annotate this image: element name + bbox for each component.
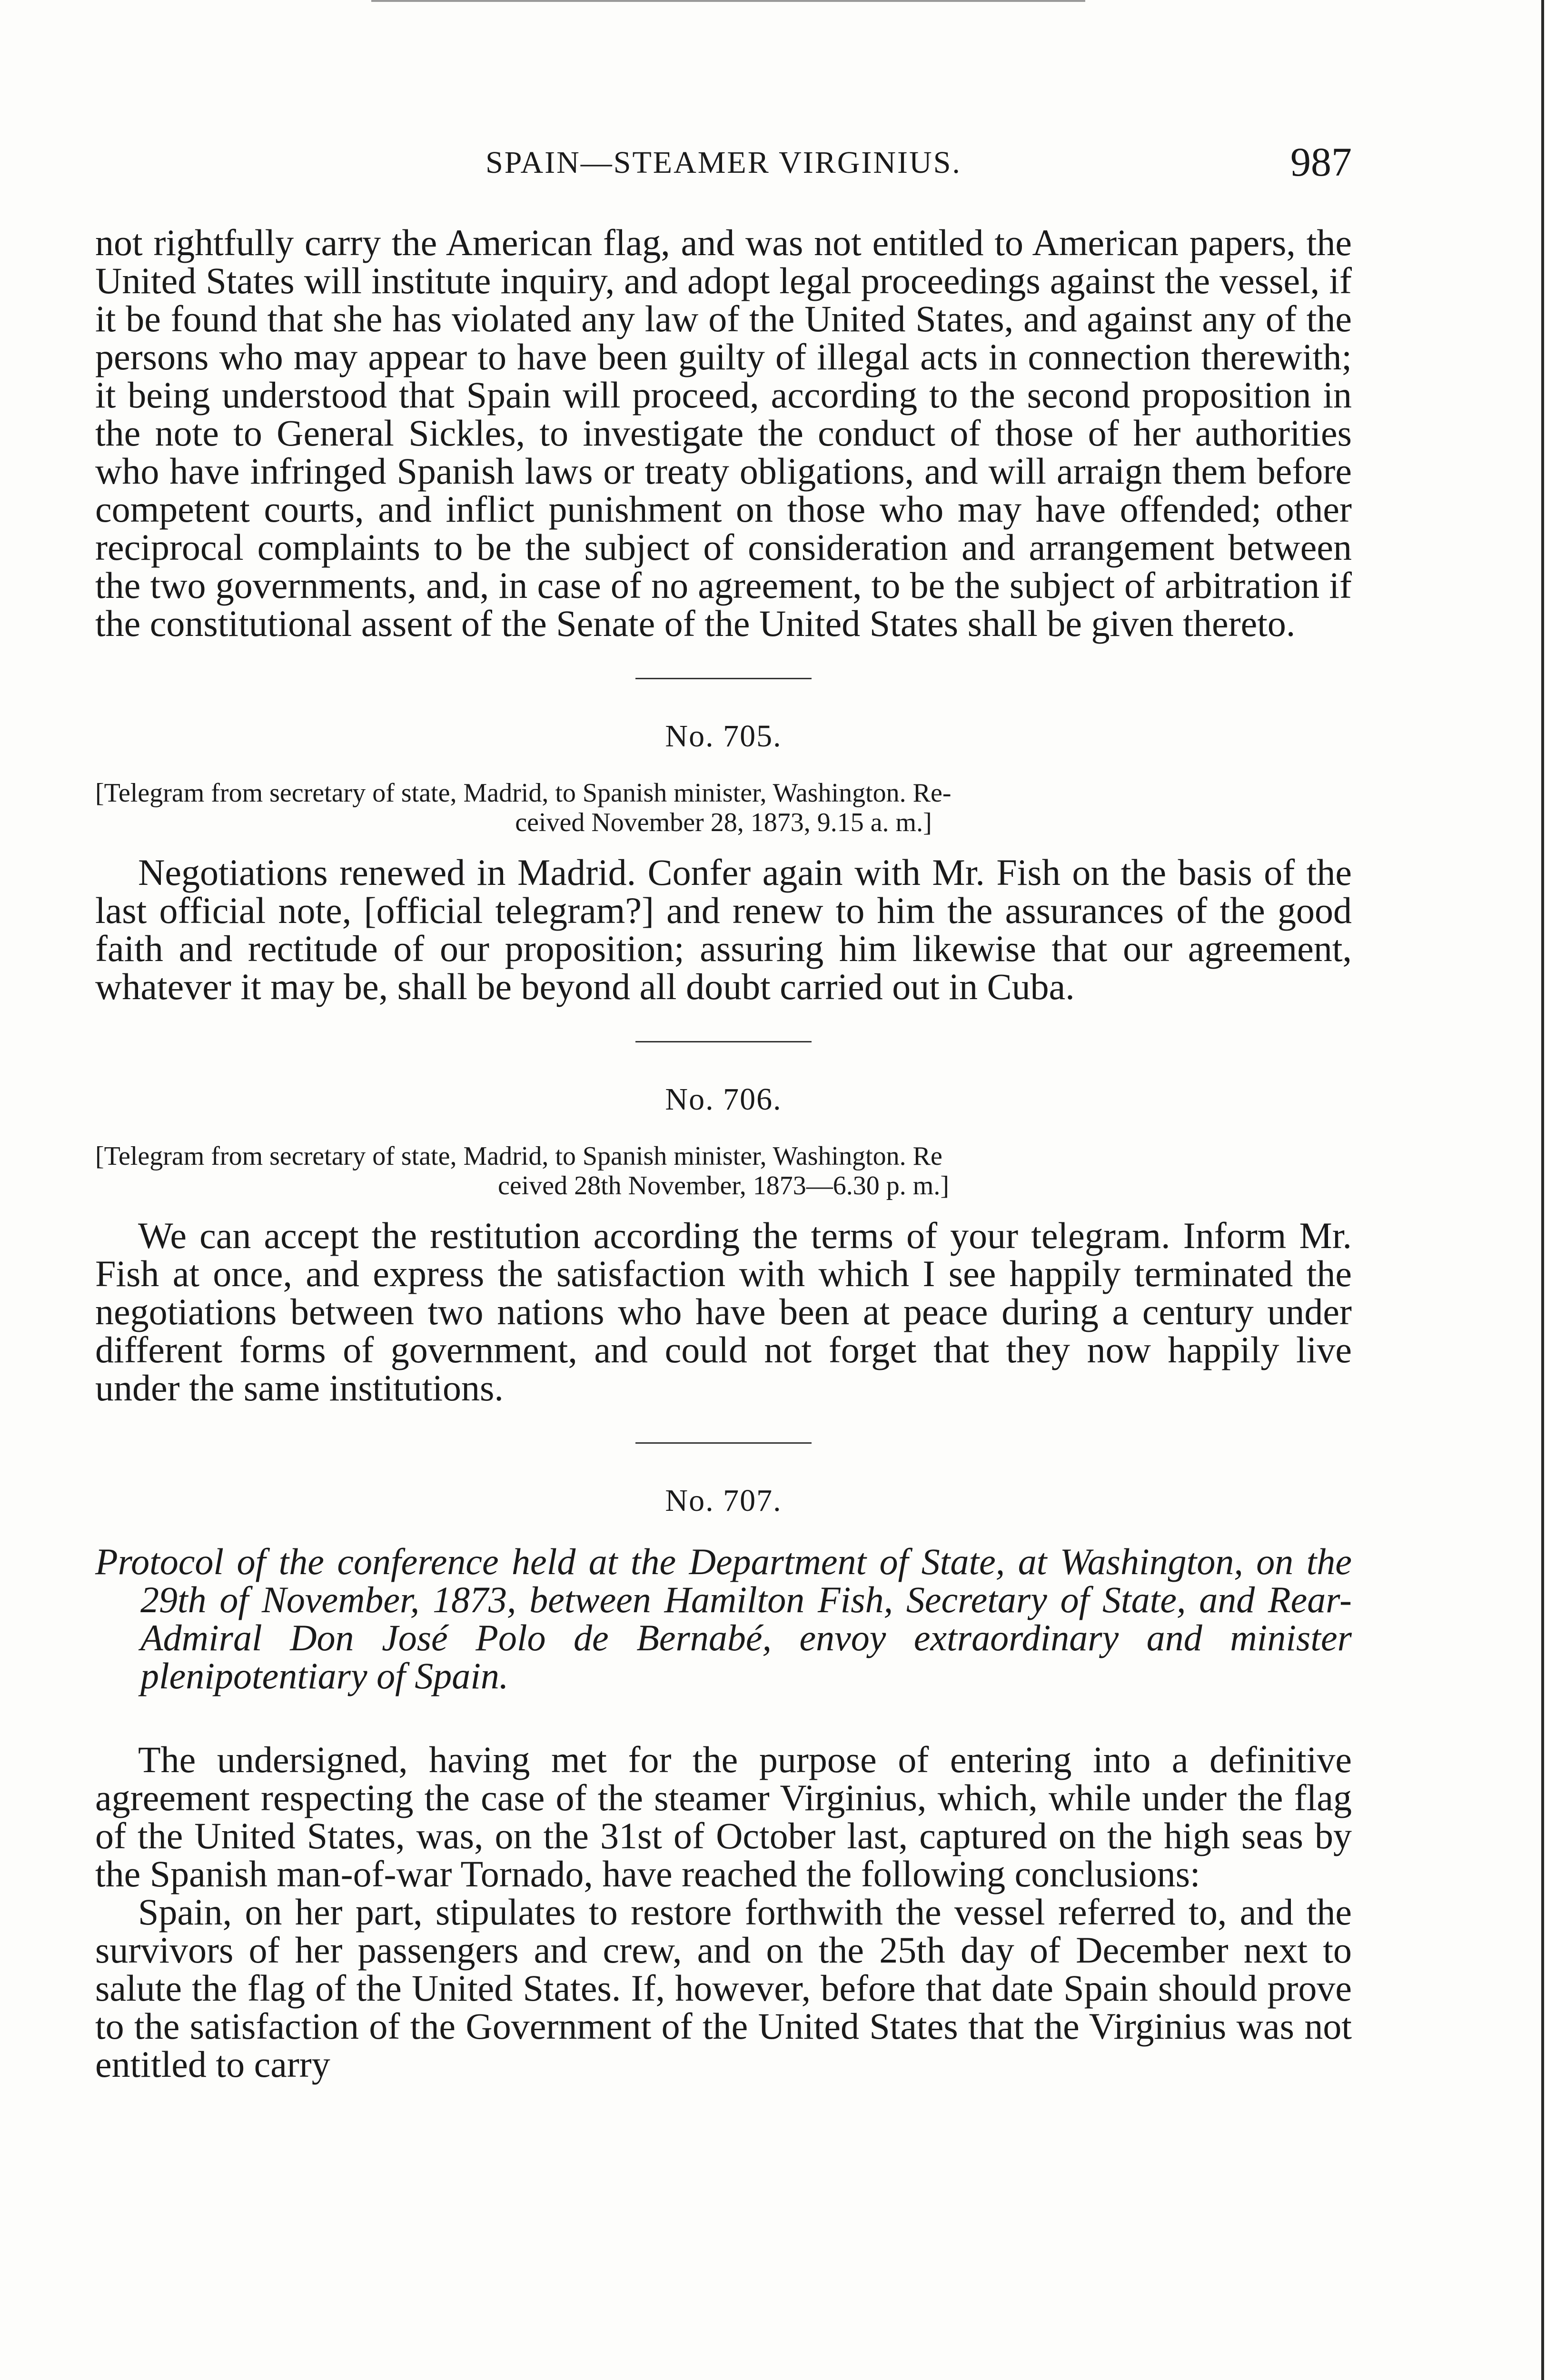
protocol-title: Protocol of the conference held at the Department of State, at Washington, on the 29th of November, 1873, between Hamilton Fish, Secretary of State, and Rear-Admiral Don José Polo de Bernabé, envoy extraordinary and minister plenipotentiary of Spain.: [95, 1541, 1352, 1696]
running-head: [95, 138, 1352, 186]
top-edge-rule: [371, 0, 1085, 2]
telegram-body: We can accept the restitution according the terms of your telegram. Inform Mr. Fish at once, and express the satisfaction with which I see happily terminated the negotiations between two nations who have been at peace during a century under different forms of government, and could not forget that they now happily live under the same institutions.: [95, 1215, 1352, 1408]
telegram-note-line: [Telegram from secretary of state, Madrid, to Spanish minister, Washington. Re: [95, 1141, 942, 1171]
document-number: No. 707.: [665, 1483, 782, 1518]
page-number: 987: [1290, 139, 1352, 185]
page-content: [95, 224, 1352, 2083]
document-number: No. 706.: [665, 1082, 782, 1117]
running-title: SPAIN—STEAMER VIRGINIUS.: [486, 145, 961, 180]
right-page-edge: [1541, 0, 1544, 2380]
protocol-paragraph: The undersigned, having met for the purpose of entering into a definitive agreement respecting the case of the steamer Virginius, which, while under the flag of the United States, was, on the 31st of October last, captured on the high seas by the Spanish man-of-war Tornado, have reached the following conclusions:: [95, 1739, 1352, 1894]
opening-paragraph: not rightfully carry the American flag, and was not entitled to American papers, the United States will institute inquiry, and adopt legal proceedings against the vessel, if it be found that she has violated any law of the United States, and against any of the persons who may appear to have been guilty of illegal acts in connection therewith; it being understood that Spain will proceed, according to the second proposition in the note to General Sickles, to investigate the conduct of those of her authorities who have infringed Spanish laws or treaty obligations, and will arraign them before competent courts, and inflict punishment on those who may have offended; other reciprocal complaints to be the subject of consideration and arrangement between the two governments, and, in case of no agreement, to be the subject of arbitration if the constitutional assent of the Senate of the United States shall be given thereto.: [95, 222, 1352, 644]
telegram-note: [95, 1141, 1352, 1200]
document-707: [95, 1482, 1352, 2083]
protocol-paragraph: Spain, on her part, stipulates to restore forthwith the vessel referred to, and the survivors of her passengers and crew, and on the 25th day of December next to salute the flag of the United States. If, however, before that date Spain should prove to the satisfaction of the Government of the United States that the Virginius was not entitled to carry: [95, 1891, 1352, 2085]
telegram-note-line: ceived 28th November, 1873—6.30 p. m.]: [497, 1171, 949, 1200]
document-706: [95, 1081, 1352, 1407]
telegram-note-line: ceived November 28, 1873, 9.15 a. m.]: [515, 808, 932, 837]
telegram-body: Negotiations renewed in Madrid. Confer again with Mr. Fish on the basis of the last official note, [official telegram?] and renew to him the assurances of the good faith and rectitude of our proposition; assuring him likewise that our agreement, whatever it may be, shall be beyond all doubt carried out in Cuba.: [95, 852, 1352, 1007]
telegram-note: [95, 778, 1352, 837]
document-705: [95, 717, 1352, 1006]
telegram-note-line: [Telegram from secretary of state, Madrid, to Spanish minister, Washington. Re-: [95, 778, 951, 808]
document-number: No. 705.: [665, 719, 782, 754]
